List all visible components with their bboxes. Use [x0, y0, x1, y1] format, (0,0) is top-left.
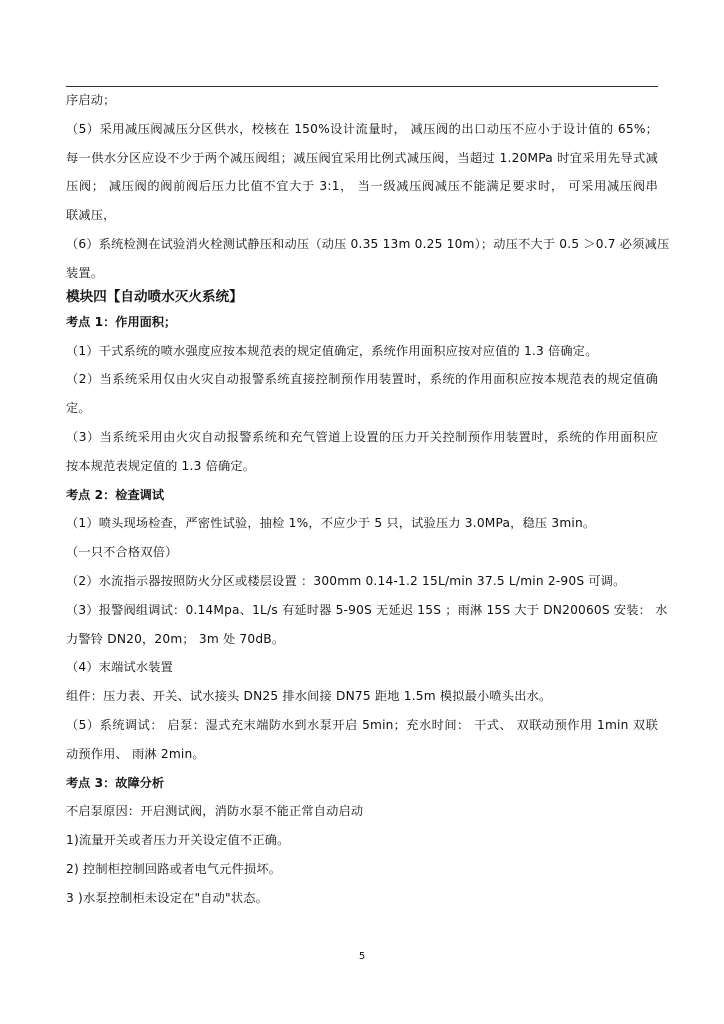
point-2-heading: 考点 2：检查调试	[66, 487, 165, 502]
paragraph-line: （5）采用减压阀减压分区供水，校核在 150%设计流量时， 减压阀的出口动压不应小于设计值的 65%；	[66, 121, 658, 136]
paragraph-line: 力警铃 DN20，20m； 3m 处 70dB。	[66, 631, 285, 646]
paragraph-line: （4）末端试水装置	[66, 660, 174, 675]
paragraph-line: （1）干式系统的喷水强度应按本规范表的规定值确定，系统作用面积应按对应值的 1.3 倍确定。	[66, 343, 598, 358]
module-heading: 模块四【自动喷水灭火系统】	[66, 288, 243, 305]
page-body	[66, 93, 670, 920]
paragraph-line: 联减压，	[66, 208, 116, 223]
paragraph-line: 定。	[66, 401, 91, 416]
paragraph-line: （3）当系统采用由火灾自动报警系统和充气管道上设置的压力开关控制预作用装置时，系统的作用面积应	[66, 429, 658, 444]
point-1-heading: 考点 1：作用面积；	[66, 314, 177, 329]
paragraph-line: 组件：压力表、开关、试水接头 DN25 排水间接 DN75 距地 1.5m 模拟最小喷头出水。	[66, 689, 552, 704]
paragraph-line: 2) 控制柜控制回路或者电气元件损坏。	[66, 861, 282, 876]
paragraph-line: 装置。	[66, 265, 104, 280]
paragraph-line: 压阀； 减压阀的阀前阀后压力比值不宜大于 3:1， 当一级减压阀减压不能满足要求时， 可采用减压阀串	[66, 179, 658, 194]
paragraph-line: （2）当系统采用仅由火灾自动报警系统直接控制预作用装置时，系统的作用面积应按本规范表的规定值确	[66, 372, 658, 387]
page-number: 5	[358, 951, 366, 962]
header-rule	[66, 86, 658, 87]
paragraph-line: （3）报警阀组调试：0.14Mpa、1L/s 有延时器 5-90S 无延迟 15S ；雨淋 15S 大于 DN20060S 安装： 水	[66, 602, 668, 617]
paragraph-line: （6）系统检测在试验消火栓测试静压和动压（动压 0.35 13m 0.25 10m）；动压不大于 0.5 ＞0.7 必须减压	[66, 236, 670, 251]
paragraph-line: 序启动；	[66, 93, 116, 107]
paragraph-line: 每一供水分区应设不少于两个减压阀组；减压阀宜采用比例式减压阀，当超过 1.20MPa 时宜采用先导式减	[66, 150, 658, 165]
paragraph-line: 1)流量开关或者压力开关设定值不正确。	[66, 833, 290, 848]
paragraph-line: 不启泵原因：开启测试阀，消防水泵不能正常自动启动	[66, 804, 364, 819]
paragraph-line: （1）喷头现场检查，严密性试验，抽检 1%，不应少于 5 只，试验压力 3.0MPa，稳压 3min。	[66, 516, 596, 531]
paragraph-line: 按本规范表规定值的 1.3 倍确定。	[66, 458, 256, 473]
paragraph-line: （5）系统调试： 启泵：湿式充末端防水到水泵开启 5min；充水时间： 干式、 双联动预作用 1min 双联	[66, 717, 658, 732]
paragraph-line: 3 )水泵控制柜未设定在"自动"状态。	[66, 890, 269, 905]
paragraph-line: （一只不合格双倍）	[66, 545, 178, 560]
paragraph-line: （2）水流指示器按照防火分区或楼层设置 ：300mm 0.14-1.2 15L/min 37.5 L/min 2-90S 可调。	[66, 573, 626, 588]
paragraph-line: 动预作用、 雨淋 2min。	[66, 746, 205, 761]
point-3-heading: 考点 3：故障分析	[66, 775, 165, 790]
